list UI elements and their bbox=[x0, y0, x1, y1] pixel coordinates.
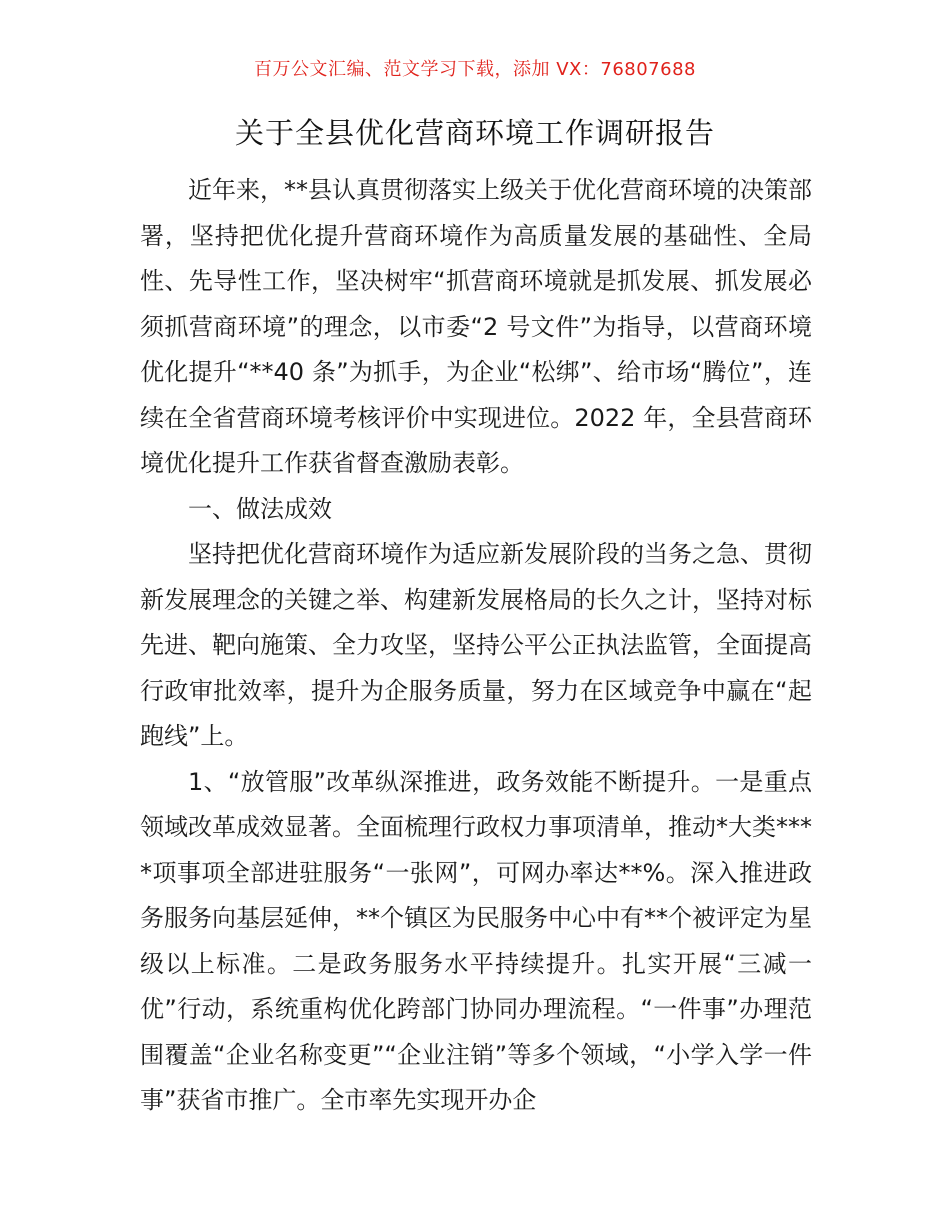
intro-paragraph: 近年来，**县认真贯彻落实上级关于优化营商环境的决策部署，坚持把优化提升营商环境作为高质量发展的基础性、全局性、先导性工作，坚决树牢“抓营商环境就是抓发展、抓发展必须抓营商环境”的理念，以市委“2 号文件”为指导，以营商环境优化提升“**40 条”为抓手，为企业“松绑”、给市场“腾位”，连续在全省营商环境考核评价中实现进位。2022 年，全县营商环境优化提升工作获省督查激励表彰。 bbox=[140, 176, 812, 477]
point-paragraph: 1、“放管服”改革纵深推进，政务效能不断提升。一是重点领域改革成效显著。全面梳理行政权力事项清单，推动*大类****项事项全部进驻服务“一张网”，可网办率达**%。深入推进政务服务向基层延伸，**个镇区为民服务中心中有**个被评定为星级以上标准。二是政务服务水平持续提升。扎实开展“三减一优”行动，系统重构优化跨部门协同办理流程。“一件事”办理范围覆盖“企业名称变更”“企业注销”等多个领域，“小学入学一件事”获省市推广。全市率先实现开办企 bbox=[140, 767, 812, 1114]
section-heading: 一、做法成效 bbox=[188, 494, 332, 523]
document-title: 关于全县优化营商环境工作调研报告 bbox=[234, 116, 715, 150]
section-paragraph: 坚持把优化营商环境作为适应新发展阶段的当务之急、贯彻新发展理念的关键之举、构建新发展格局的长久之计，坚持对标先进、靶向施策、全力攻坚，坚持公平公正执法监管，全面提高行政审批效率，提升为企服务质量，努力在区域竞争中赢在“起跑线”上。 bbox=[140, 540, 812, 750]
document-body bbox=[140, 168, 812, 1124]
header-banner: 百万公文汇编、范文学习下载，添加 VX：76807688 bbox=[254, 59, 696, 80]
